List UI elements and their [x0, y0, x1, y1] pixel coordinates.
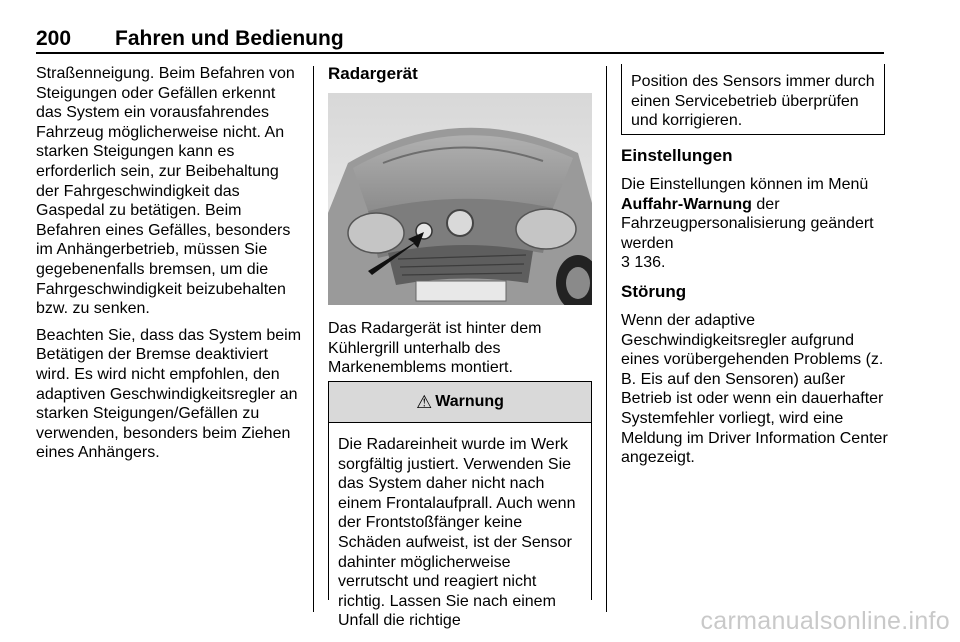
image-caption: Das Radargerät ist hinter dem Kühlergrill unterhalb des Markenemblems montiert.	[328, 320, 542, 377]
paragraph: Beachten Sie, dass das System beim Betätigen der Bremse deaktiviert wird. Es wird nicht empfohlen, den adaptiven Geschwindigkeitsregler an starken Steigungen/Gefällen zu verwenden, besonders beim Ziehen eines Anhängers.	[36, 326, 302, 462]
paragraph: Straßenneigung. Beim Befahren von Steigungen oder Gefällen erkennt das System ein vorausfahrendes Fahrzeug möglicherweise nicht. An starken Steigungen kann es erforderlich sein, zur Beibehaltung der Fahrgeschwindigkeit das Gaspedal zu betätigen. Beim Befahren eines Gefälles, besonders im Anhängerbetrieb, müssen Sie gegebenenfalls bremsen, um die Fahrgeschwindigkeit beizubehalten bzw. zu senken.	[36, 65, 295, 318]
radar-location-photo	[328, 93, 592, 305]
page-header	[36, 27, 884, 51]
column-middle	[328, 64, 592, 385]
settings-text: der Fahrzeugpersonalisierung geändert werden	[621, 195, 874, 252]
settings-paragraph	[621, 175, 889, 273]
section-heading-fault: Störung	[621, 281, 687, 301]
section-heading-settings: Einstellungen	[621, 146, 733, 165]
chapter-title: Fahren und Bedienung	[115, 27, 344, 50]
column-left	[36, 64, 302, 470]
warning-title: Warnung	[435, 393, 504, 410]
column-divider	[313, 66, 314, 612]
column-divider	[606, 66, 607, 612]
page-number: 200	[36, 27, 72, 50]
warning-box	[328, 381, 592, 630]
warning-text: Die Radareinheit wurde im Werk sorgfältig justiert. Verwenden Sie das System daher nicht nach einem Frontalaufprall. Auch wenn der Frontstoßfänger keine Schäden aufweist, ist der Sensor dahinter möglicherweise verrutscht und reagiert nicht richtig. Lassen Sie nach einem Unfall die richtige	[338, 436, 576, 630]
warning-box-continuation	[621, 64, 885, 135]
column-right	[621, 146, 889, 477]
fault-paragraph: Wenn der adaptive Geschwindigkeitsregler aufgrund eines vorübergehenden Problems (z. B. Eis auf den Sensoren) außer Betrieb ist oder wenn ein dauerhafter Systemfehler vorliegt, wird eine Meldung im Driver Information Center angezeigt.	[621, 311, 888, 467]
warning-header	[329, 382, 591, 423]
warning-continuation-text: Position des Sensors immer durch einen Servicebetrieb überprüfen und korrigieren.	[631, 73, 875, 130]
settings-menu-name: Auffahr-Warnung	[621, 195, 752, 213]
page-reference[interactable]: 136.	[634, 254, 666, 272]
section-heading-radar: Radargerät	[328, 64, 418, 83]
page-reference-arrow-icon: 3	[621, 254, 630, 272]
warning-triangle-icon: ⚠	[416, 391, 433, 412]
settings-text: Die Einstellungen können im Menü	[621, 176, 869, 193]
header-rule	[36, 52, 884, 54]
watermark: carmanualsonline.info	[700, 607, 950, 635]
